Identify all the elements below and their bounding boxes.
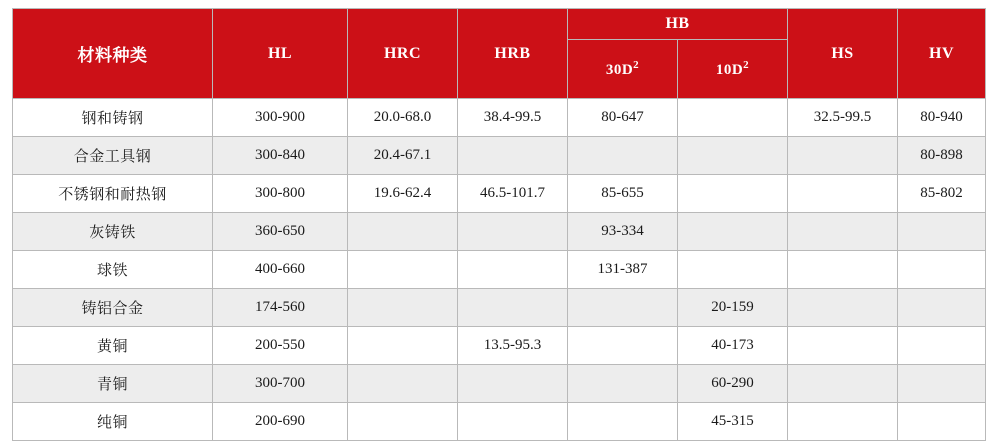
cell-hs <box>788 327 898 365</box>
cell-hb-30d <box>568 137 678 175</box>
cell-hs <box>788 403 898 441</box>
table-row <box>13 289 986 327</box>
cell-hl: 300-900 <box>213 99 348 137</box>
cell-hb-10d <box>678 99 788 137</box>
cell-hv: 80-940 <box>898 99 986 137</box>
cell-hs <box>788 175 898 213</box>
cell-hl: 300-800 <box>213 175 348 213</box>
cell-hrc <box>348 289 458 327</box>
cell-material: 纯铜 <box>13 403 213 441</box>
table-row <box>13 175 986 213</box>
cell-hs <box>788 137 898 175</box>
cell-hv <box>898 327 986 365</box>
cell-material: 不锈钢和耐热钢 <box>13 175 213 213</box>
cell-material: 黄铜 <box>13 327 213 365</box>
table-row <box>13 327 986 365</box>
cell-hv: 80-898 <box>898 137 986 175</box>
cell-hrb: 46.5-101.7 <box>458 175 568 213</box>
cell-hb-30d <box>568 289 678 327</box>
column-header-hrc: HRC <box>348 9 458 99</box>
cell-hb-30d <box>568 327 678 365</box>
table-row <box>13 137 986 175</box>
column-header-hb-30d <box>568 40 678 99</box>
cell-hrb <box>458 137 568 175</box>
cell-material: 合金工具钢 <box>13 137 213 175</box>
cell-material: 钢和铸钢 <box>13 99 213 137</box>
column-header-hb-10d <box>678 40 788 99</box>
cell-hrb <box>458 403 568 441</box>
table-body <box>13 99 986 441</box>
column-header-hl: HL <box>213 9 348 99</box>
cell-hrb: 38.4-99.5 <box>458 99 568 137</box>
cell-hb-30d <box>568 403 678 441</box>
cell-hrc: 19.6-62.4 <box>348 175 458 213</box>
cell-hrb <box>458 365 568 403</box>
cell-material: 球铁 <box>13 251 213 289</box>
cell-hb-10d <box>678 251 788 289</box>
cell-hb-30d <box>568 365 678 403</box>
cell-hv <box>898 403 986 441</box>
cell-hb-30d: 93-334 <box>568 213 678 251</box>
cell-hrc <box>348 327 458 365</box>
cell-hrc <box>348 213 458 251</box>
cell-material: 铸铝合金 <box>13 289 213 327</box>
cell-hb-30d: 131-387 <box>568 251 678 289</box>
cell-hl: 300-700 <box>213 365 348 403</box>
cell-hb-30d: 85-655 <box>568 175 678 213</box>
cell-hrb <box>458 289 568 327</box>
cell-hb-10d: 40-173 <box>678 327 788 365</box>
cell-hl: 174-560 <box>213 289 348 327</box>
column-header-hb-group: HB <box>568 9 788 40</box>
cell-hs <box>788 251 898 289</box>
cell-material: 青铜 <box>13 365 213 403</box>
cell-hrc <box>348 403 458 441</box>
cell-hv <box>898 365 986 403</box>
cell-hl: 400-660 <box>213 251 348 289</box>
cell-hs <box>788 289 898 327</box>
cell-hl: 300-840 <box>213 137 348 175</box>
column-header-hv: HV <box>898 9 986 99</box>
cell-material: 灰铸铁 <box>13 213 213 251</box>
column-header-hrb: HRB <box>458 9 568 99</box>
cell-hl: 200-690 <box>213 403 348 441</box>
cell-hrc <box>348 365 458 403</box>
column-header-hs: HS <box>788 9 898 99</box>
cell-hl: 200-550 <box>213 327 348 365</box>
cell-hrb <box>458 251 568 289</box>
table-row <box>13 213 986 251</box>
cell-hb-30d: 80-647 <box>568 99 678 137</box>
cell-hrb: 13.5-95.3 <box>458 327 568 365</box>
hb-10d-label: 10D <box>715 62 744 78</box>
cell-hs: 32.5-99.5 <box>788 99 898 137</box>
cell-hb-10d <box>678 213 788 251</box>
cell-hb-10d <box>678 137 788 175</box>
hb-30d-label: 30D <box>605 62 634 78</box>
cell-hb-10d: 20-159 <box>678 289 788 327</box>
cell-hl: 360-650 <box>213 213 348 251</box>
cell-hs <box>788 213 898 251</box>
cell-hb-10d: 60-290 <box>678 365 788 403</box>
table-row <box>13 251 986 289</box>
table-row <box>13 365 986 403</box>
cell-hv: 85-802 <box>898 175 986 213</box>
hardness-conversion-table <box>12 8 986 441</box>
cell-hv <box>898 289 986 327</box>
cell-hrb <box>458 213 568 251</box>
hb-10d-exponent: 2 <box>743 59 750 71</box>
table-row <box>13 403 986 441</box>
cell-hb-10d <box>678 175 788 213</box>
cell-hrc: 20.4-67.1 <box>348 137 458 175</box>
cell-hv <box>898 251 986 289</box>
cell-hv <box>898 213 986 251</box>
cell-hb-10d: 45-315 <box>678 403 788 441</box>
cell-hs <box>788 365 898 403</box>
cell-hrc <box>348 251 458 289</box>
cell-hrc: 20.0-68.0 <box>348 99 458 137</box>
table-header <box>13 9 986 99</box>
hb-30d-exponent: 2 <box>633 59 640 71</box>
table-row <box>13 99 986 137</box>
column-header-material: 材料种类 <box>13 9 213 99</box>
header-row-top <box>13 9 986 40</box>
